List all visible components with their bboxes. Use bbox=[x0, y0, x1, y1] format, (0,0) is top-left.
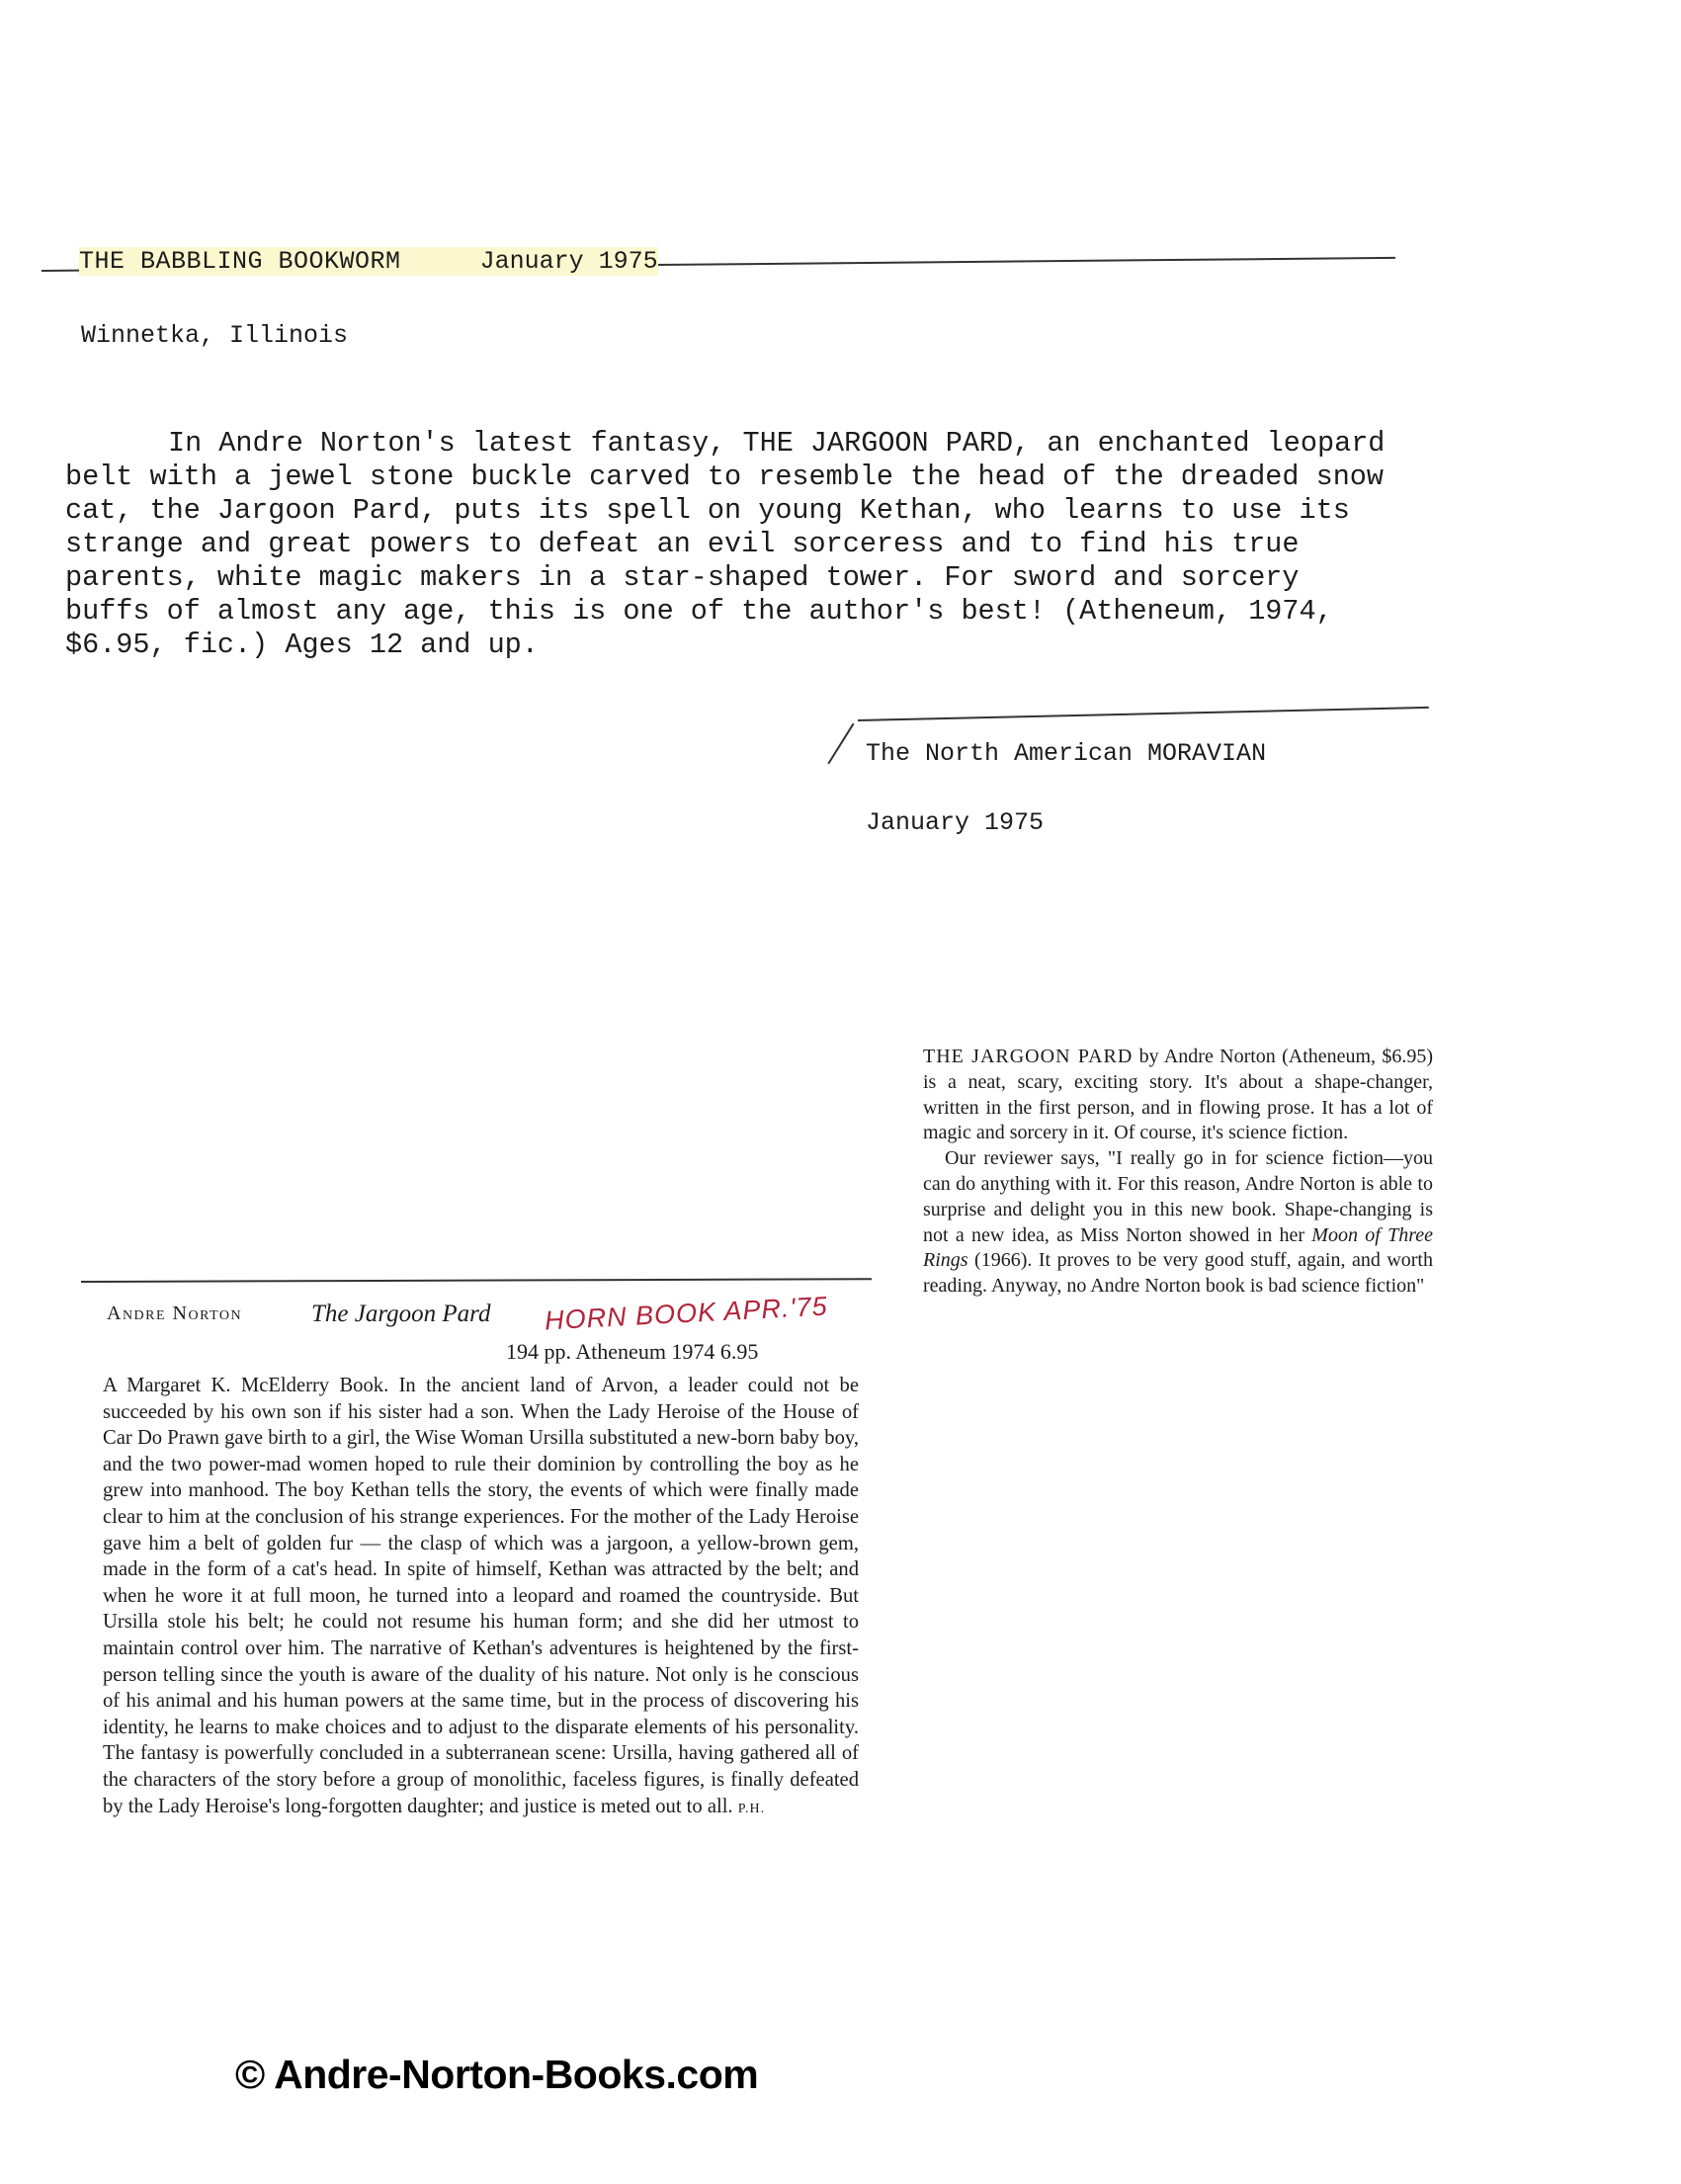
hornbook-author: Andre Norton bbox=[107, 1302, 243, 1324]
moravian-clipping-corner bbox=[827, 723, 854, 765]
hornbook-handwritten-note: HORN BOOK APR.'75 bbox=[544, 1291, 829, 1336]
moravian-review-text-2a: Our reviewer says, "I really go in for science fiction—you can do anything with it. For this reason, Andre Norton is able to surprise and delight you in this new book. Shape-changing is not a new idea, as Miss Norton showed in her bbox=[923, 1147, 1433, 1246]
copyright-watermark: © Andre-Norton-Books.com bbox=[235, 2052, 759, 2097]
bookworm-header bbox=[79, 247, 658, 276]
bookworm-publication: THE BABBLING BOOKWORM bbox=[79, 247, 401, 276]
hornbook-clipping-edge bbox=[81, 1278, 872, 1282]
moravian-review-paragraph-1 bbox=[923, 1045, 1433, 1146]
moravian-review-book-reference: Moon of Three Rings bbox=[923, 1223, 1433, 1272]
hornbook-pub-info: 194 pp. Atheneum 1974 6.95 bbox=[506, 1339, 759, 1364]
bookworm-review: In Andre Norton's latest fantasy, THE JARGOON PARD, an enchanted leopard belt with a jewel stone buckle carved to resemble the head of the dreaded snow cat, the Jargoon Pard, puts its spell on young Kethan, who learns to use its strange and great powers to defeat an evil sorceress and to find his true parents, white magic makers in a star-shaped tower. For sword and sorcery buffs of almost any age, this is one of the author's best! (Atheneum, 1974, $6.95, fic.) Ages 12 and up. bbox=[65, 427, 1386, 661]
bookworm-location: Winnetka, Illinois bbox=[81, 321, 349, 350]
hornbook-review bbox=[103, 1373, 859, 1822]
moravian-clipping-edge bbox=[858, 707, 1429, 721]
moravian-review-paragraph-2 bbox=[923, 1146, 1433, 1300]
moravian-review-text-1: by Andre Norton (Atheneum, $6.95) is a neat, scary, exciting story. It's about a shape-changer, written in the first person, and in flowing prose. It has a lot of magic and sorcery in it. Of course, it's science fiction. bbox=[923, 1046, 1434, 1144]
moravian-date: January 1975 bbox=[866, 808, 1045, 837]
hornbook-review-text: A Margaret K. McElderry Book. In the ancient land of Arvon, a leader could not be succeeded by his own son if his sister had a son. When the Lady Heroise of the House of Car Do Prawn gave birth to a girl, the Wise Woman Ursilla substituted a new-born baby boy, and the two power-mad women hoped to rule their dominion by controlling the boy as he grew into manhood. The boy Kethan tells the story, the events of which were finally made clear to him at the conclusion of his strange experiences. For the mother of the Lady Heroise gave him a belt of golden fur — the clasp of which was a jargoon, a yellow-brown gem, made in the form of a cat's head. In spite of himself, Kethan was attracted by the belt; and when he wore it at full moon, he turned into a leopard and roamed the countryside. But Ursilla stole his belt; he could not resume his human form; and she did her utmost to maintain control over him. The narrative of Kethan's adventures is heightened by the first-person telling since the youth is aware of the duality of his nature. Not only is he conscious of his animal and his human powers at the same time, but in the process of discovering his identity, he learns to make choices and to adjust to the disparate elements of his personality. The fantasy is powerfully concluded in a subterranean scene: Ursilla, having gathered all of the characters of the story before a group of monolithic, faceless figures, is finally defeated by the Lady Heroise's long-forgotten daughter; and justice is meted out to all. bbox=[103, 1375, 859, 1817]
moravian-publication: The North American MORAVIAN bbox=[866, 739, 1267, 768]
moravian-review-title: THE JARGOON PARD bbox=[923, 1046, 1134, 1067]
moravian-review-text-2b: (1966). It proves to be very good stuff, again, and worth reading. Anyway, no Andre Norton book is bad science fiction" bbox=[923, 1249, 1433, 1298]
bookworm-date: January 1975 bbox=[479, 247, 658, 276]
hornbook-title: The Jargoon Pard bbox=[311, 1301, 491, 1327]
moravian-review bbox=[923, 1045, 1433, 1300]
hornbook-initials: P.H. bbox=[737, 1801, 766, 1816]
